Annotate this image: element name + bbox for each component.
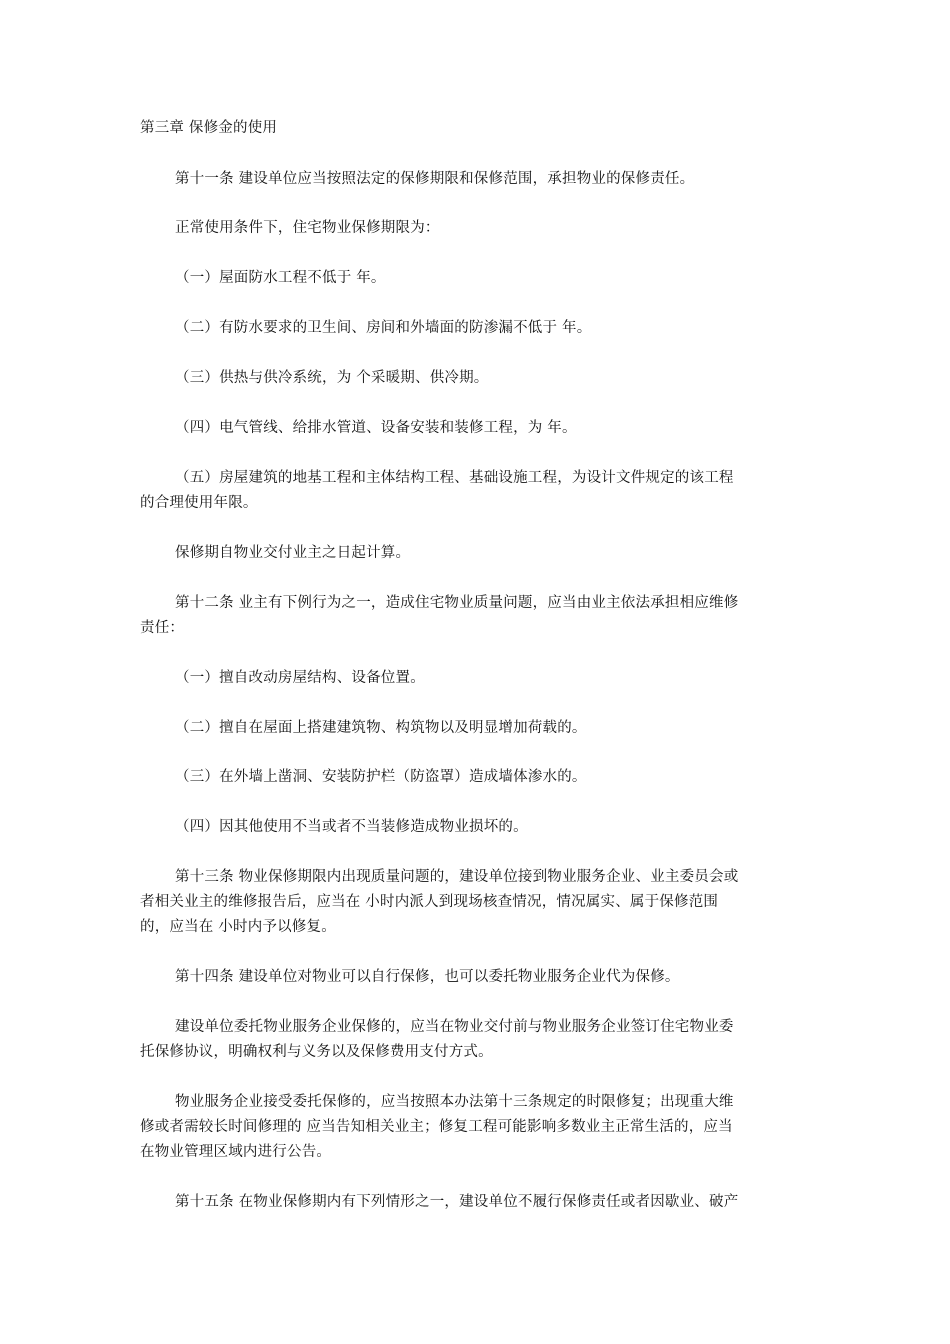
normal-use-paragraph: 正常使用条件下，住宅物业保修期限为： [175,220,440,236]
art12-item-2: （二）擅自在屋面上搭建建筑物、构筑物以及明显增加荷载的。 [175,720,587,736]
entrust-paragraph-line-2: 托保修协议，明确权利与义务以及保修费用支付方式。 [140,1044,493,1060]
art11-item-5-line-1: （五）房屋建筑的地基工程和主体结构工程、基础设施工程，为设计文件规定的该工程 [175,470,734,486]
art11-item-4: （四）电气管线、给排水管道、设备安装和装修工程，为 年。 [175,420,577,436]
art11-item-1: （一）屋面防水工程不低于 年。 [175,270,386,286]
article-11: 第十一条 建设单位应当按照法定的保修期限和保修范围，承担物业的保修责任。 [175,171,695,187]
art12-item-1: （一）擅自改动房屋结构、设备位置。 [175,670,425,686]
article-13-line-2: 者相关业主的维修报告后，应当在 小时内派人到现场核查情况，情况属实、属于保修范围 [140,894,719,910]
art11-item-5-line-2: 的合理使用年限。 [140,495,258,511]
service-paragraph-line-3: 在物业管理区域内进行公告。 [140,1144,332,1160]
service-paragraph-line-2: 修或者需较长时间修理的 应当告知相关业主；修复工程可能影响多数业主正常生活的，应当 [140,1119,733,1135]
article-12-line-1: 第十二条 业主有下例行为之一，造成住宅物业质量问题，应当由业主依法承担相应维修 [175,595,739,611]
article-13-line-3: 的，应当在 小时内予以修复。 [140,919,336,935]
chapter-title: 第三章 保修金的使用 [140,120,278,136]
art11-item-2: （二）有防水要求的卫生间、房间和外墙面的防渗漏不低于 年。 [175,320,592,336]
art12-item-3: （三）在外墙上凿洞、安装防护栏（防盗罩）造成墙体渗水的。 [175,769,587,785]
art12-item-4: （四）因其他使用不当或者不当装修造成物业损坏的。 [175,819,528,835]
entrust-paragraph-line-1: 建设单位委托物业服务企业保修的，应当在物业交付前与物业服务企业签订住宅物业委 [175,1019,734,1035]
article-13-line-1: 第十三条 物业保修期限内出现质量问题的，建设单位接到物业服务企业、业主委员会或 [175,869,739,885]
article-14: 第十四条 建设单位对物业可以自行保修，也可以委托物业服务企业代为保修。 [175,969,680,985]
warranty-start-paragraph: 保修期自物业交付业主之日起计算。 [175,545,411,561]
article-15-line-1: 第十五条 在物业保修期内有下列情形之一，建设单位不履行保修责任或者因歇业、破产 [175,1194,739,1210]
service-paragraph-line-1: 物业服务企业接受委托保修的，应当按照本办法第十三条规定的时限修复；出现重大维 [175,1094,734,1110]
art11-item-3: （三）供热与供冷系统，为 个采暖期、供冷期。 [175,370,489,386]
article-12-line-2: 责任： [140,620,185,636]
